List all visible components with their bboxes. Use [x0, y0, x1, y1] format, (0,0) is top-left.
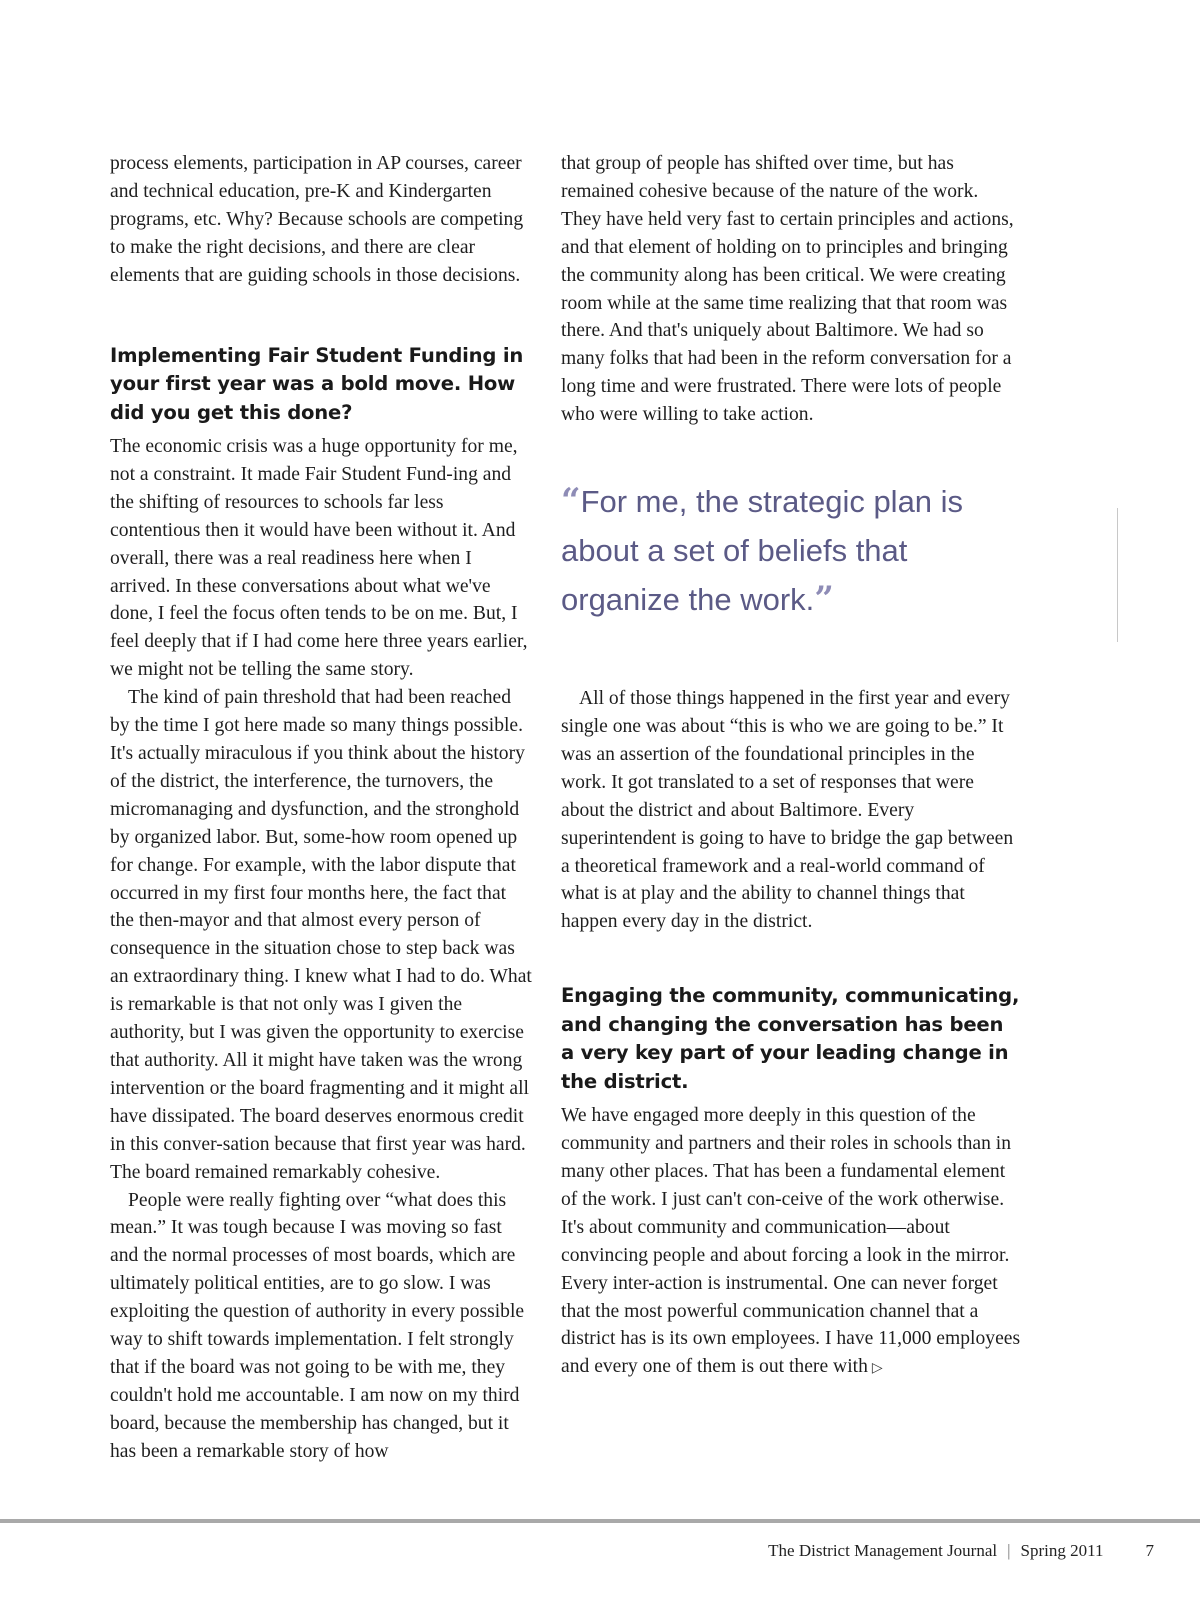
issue-date: Spring 2011 [1020, 1541, 1104, 1560]
footer-rule [0, 1519, 1200, 1523]
section-heading-fair-student-funding: Implementing Fair Student Funding in your first year was a bold move. How did you get this done? [110, 343, 524, 424]
page-number: 7 [1145, 1541, 1154, 1560]
open-quote-mark: “ [561, 481, 581, 522]
page-footer [768, 1541, 1154, 1561]
right-intro-paragraph: that group of people has shifted over time, but has remained cohesive because of the nature of the work. They have held very fast to certain principles and actions, and that element of holding on to principles and bringing the community along has been critical. We were creating room while at the same time realizing that that room was there. And that's uniquely about Baltimore. We had so many folks that had been in the reform conversation for a long time and were frustrated. There were lots of people who were willing to take action. [561, 153, 1014, 426]
footer-separator: | [1007, 1541, 1011, 1560]
left-paragraph-2: The kind of pain threshold that had been reached by the time I got here made so many things possible. It's actually miraculous if you think about the history of the district, the interference, the turnovers, the micromanaging and dysfunction, and the stronghold by organized labor. But, some-how room opened up for change. For example, with the labor dispute that occurred in my first four months here, the fact that the then-mayor and that almost every person of consequence in the situation chose to step back was an extraordinary thing. I knew what I had to do. What is remarkable is that not only was I given the authority, but I was given the opportunity to exercise that authority. All it might have taken was the wrong intervention or the board fragmenting and it might all have dissipated. The board deserves enormous credit in this conver-sation because that first year was hard. The board remained remarkably cohesive. [110, 687, 532, 1183]
close-quote-mark: ” [814, 579, 834, 620]
left-paragraph-1: The economic crisis was a huge opportunity for me, not a constraint. It made Fair Student Fund-ing and the shifting of resources to schools far less contentious then it would have been without it. And overall, there was a real readiness here when I arrived. In these conversations about what we've done, I feel the focus often tends to be on me. But, I feel deeply that if I had come here three years earlier, we might not be telling the same story. [110, 436, 528, 681]
right-paragraph-2 [561, 1102, 1021, 1383]
section-heading-engaging-community: Engaging the community, communicating, and changing the conversation has been a very key part of your leading change in the district. [561, 984, 1020, 1093]
right-paragraph-2-text: We have engaged more deeply in this question of the community and partners and their roles in schools than in many other places. That has been a fundamental element of the work. I just can't con-ceive of the work otherwise. It's about community and communication—about convincing people and about forcing a look in the mirror. Every inter-action is instrumental. One can never forget that the most powerful communication channel that a district has is its own employees. I have 11,000 employees and every one of them is out there with [561, 1105, 1021, 1378]
right-column [561, 150, 1021, 1383]
left-column [110, 150, 532, 1466]
pull-quote-divider [1117, 508, 1118, 642]
left-intro-paragraph: process elements, participation in AP courses, career and technical education, pre-K and Kindergarten programs, etc. Why? Because schools are competing to make the right decisions, and there are clear elements that are guiding schools in those decisions. [110, 153, 524, 286]
continue-arrow-icon: ▷ [871, 1360, 883, 1377]
pull-quote-text: For me, the strategic plan is about a set of beliefs that organize the work. [561, 484, 964, 618]
right-paragraph-1: All of those things happened in the first year and every single one was about “this is who we are going to be.” It was an assertion of the foundational principles in the work. It got translated to a set of responses that were about the district and about Baltimore. Every superintendent is going to have to bridge the gap between a theoretical framework and a real-world command of what is at play and the ability to channel things that happen every day in the district. [561, 688, 1014, 933]
publication-name: The District Management Journal [768, 1541, 998, 1560]
left-paragraph-3: People were really fighting over “what does this mean.” It was tough because I was moving so fast and the normal processes of most boards, which are ultimately political entities, are to go slow. I was exploiting the question of authority in every possible way to shift towards implementation. I felt strongly that if the board was not going to be with me, they couldn't hold me accountable. I am now on my third board, because the membership has changed, but it has been a remarkable story of how [110, 1189, 525, 1462]
pull-quote [561, 477, 1021, 673]
